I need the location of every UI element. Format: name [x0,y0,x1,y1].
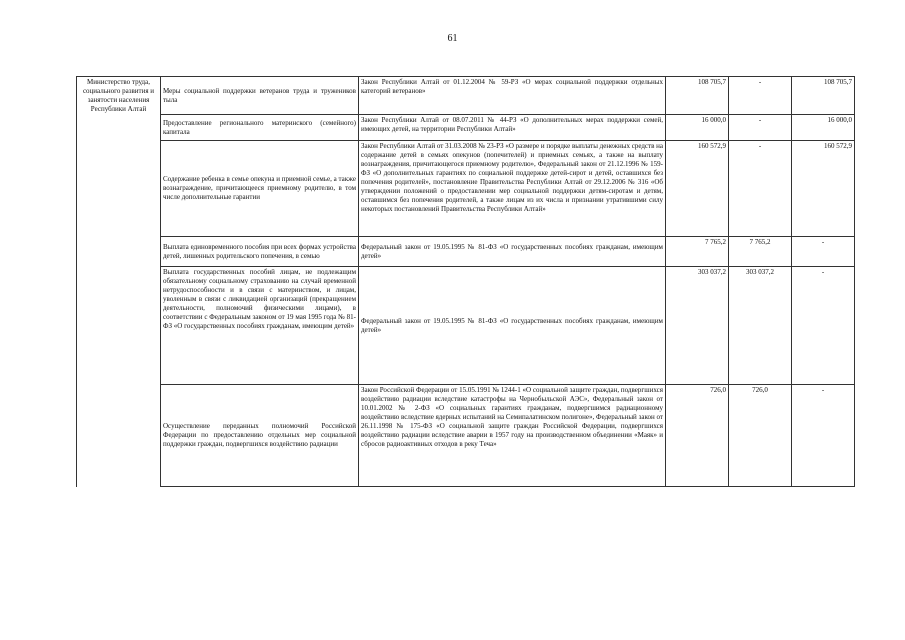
table-row [77,77,855,115]
regional-amount-cell: 108 705,7 [792,77,855,115]
measure-cell: Выплата государственных пособий лицам, не подлежащим обязательному социальному страхованию на случай временной нетрудоспособности и в связи с материнством, и лицам, уволенным в связи с ликвидацией организаций (прекращением деятельности, полномочий физическими лицами), в соответствии с Федеральным законом от 19 мая 1995 года № 81-ФЗ «О государственных пособиях гражданам, имеющим детей» [161,267,359,385]
measure-cell: Меры социальной поддержки ветеранов труда и тружеников тыла [161,77,359,115]
law-cell: Федеральный закон от 19.05.1995 № 81-ФЗ «О государственных пособиях гражданам, имеющим детей» [359,237,666,267]
federal-amount-cell: - [729,115,792,141]
agency-cell: Министерство труда, социального развития и занятости населения Республики Алтай [77,77,161,487]
measure-cell: Осуществление переданных полномочий Российской Федерации по предоставлению отдельных мер социальной поддержки граждан, подвергшихся воздействию радиации [161,385,359,487]
total-amount-cell: 108 705,7 [666,77,729,115]
total-amount-cell: 303 037,2 [666,267,729,385]
federal-amount-cell: 726,0 [729,385,792,487]
table-row [77,115,855,141]
law-cell: Закон Республики Алтай от 08.07.2011 № 44-РЗ «О дополнительных мерах поддержки семей, имеющих детей, на территории Республики Алтай» [359,115,666,141]
federal-amount-cell: - [729,141,792,237]
table-row [77,237,855,267]
law-cell: Закон Республики Алтай от 31.03.2008 № 23-РЗ «О размере и порядке выплаты денежных средств на содержание детей в семьях опекунов (попечителей) и приемных семьях, а также на выплату вознаграждения, причитающегося приемному родителю», Федеральный закон от 21.12.1996 № 159-ФЗ «О дополнительных гарантиях по социальной поддержке детей-сирот и детей, оставшихся без попечения родителей», постановление Правительства Республики Алтай от 29.12.2006 № 316 «Об утверждении положений о предоставлении мер социальной поддержки детям-сиротам и детям, оставшимся без попечения родителей, а также лицам из их числа и признании утратившими силу некоторых постановлений Правительства Республики Алтай» [359,141,666,237]
total-amount-cell: 7 765,2 [666,237,729,267]
law-cell: Закон Российской Федерации от 15.05.1991 № 1244-1 «О социальной защите граждан, подвергшихся воздействию радиации вследствие катастрофы на Чернобыльской АЭС», Федеральный закон от 10.01.2002 № 2-ФЗ «О социальных гарантиях гражданам, подвергшимся радиационному воздействию вследствие ядерных испытаний на Семипалатинском полигоне», Федеральный закон от 26.11.1998 № 175-ФЗ «О социальной защите граждан Российской Федерации, подвергшихся воздействию радиации вследствие аварии в 1957 году на производственном объединении «Маяк» и сбросов радиоактивных отходов в реку Теча» [359,385,666,487]
federal-amount-cell: 303 037,2 [729,267,792,385]
table-row [77,267,855,385]
measure-cell: Предоставление регионального материнского (семейного) капитала [161,115,359,141]
regional-amount-cell: - [792,385,855,487]
federal-amount-cell: - [729,77,792,115]
measure-cell: Содержание ребенка в семье опекуна и приемной семье, а также вознаграждение, причитающееся приемному родителю, в том числе дополнительные гарантии [161,141,359,237]
budget-table [76,76,855,487]
total-amount-cell: 160 572,9 [666,141,729,237]
law-cell: Федеральный закон от 19.05.1995 № 81-ФЗ «О государственных пособиях гражданам, имеющим детей» [359,267,666,385]
total-amount-cell: 726,0 [666,385,729,487]
regional-amount-cell: - [792,237,855,267]
total-amount-cell: 16 000,0 [666,115,729,141]
law-cell: Закон Республики Алтай от 01.12.2004 № 59-РЗ «О мерах социальной поддержки отдельных категорий ветеранов» [359,77,666,115]
measure-cell: Выплата единовременного пособия при всех формах устройства детей, лишенных родительского попечения, в семью [161,237,359,267]
regional-amount-cell: 160 572,9 [792,141,855,237]
federal-amount-cell: 7 765,2 [729,237,792,267]
regional-amount-cell: 16 000,0 [792,115,855,141]
page-number: 61 [447,33,458,44]
regional-amount-cell: - [792,267,855,385]
table-row [77,385,855,487]
table-row [77,141,855,237]
